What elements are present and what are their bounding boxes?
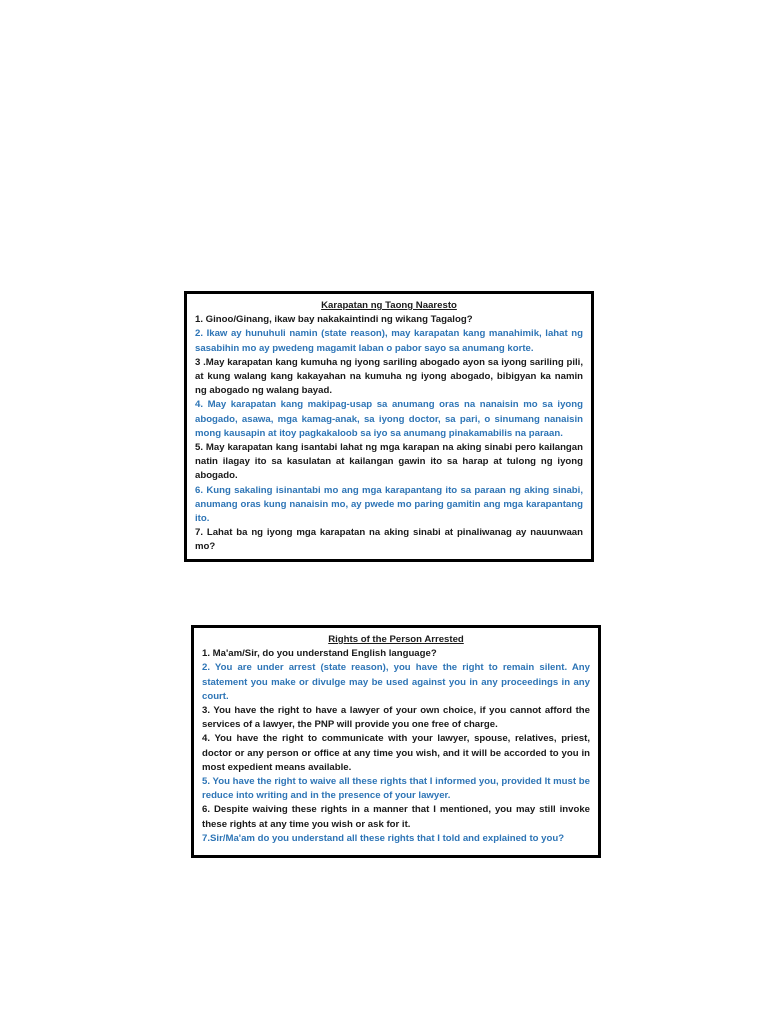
tagalog-item-7: 7. Lahat ba ng iyong mga karapatan na aking sinabi at pinaliwanag ay nauunwaan mo?: [195, 527, 583, 553]
tagalog-item-3: 3 .May karapatan kang kumuha ng iyong sariling abogado ayon sa iyong sariling pili, at kung walang kang kakayahan na kumuha ng iyong abogado, bibigyan ka namin ng abogado ng walang bayad.: [195, 356, 583, 397]
english-item-3: 3. You have the right to have a lawyer of your own choice, if you cannot afford the services of a lawyer, the PNP will provide you one free of charge.: [202, 705, 590, 731]
english-card-title: Rights of the Person Arrested: [328, 634, 464, 645]
english-item-4: 4. You have the right to communicate with your lawyer, spouse, relatives, priest, doctor or any person or office at any time you wish, and it will be accorded to you in most expedient means available.: [202, 733, 590, 773]
tagalog-item-5: 5. May karapatan kang isantabi lahat ng mga karapan na aking sinabi pero kailangan natin ilagay ito sa kasulatan at kailangan gawin ito sa harap at tulong ng iyong abogado.: [195, 442, 583, 482]
tagalog-item-1: 1. Ginoo/Ginang, ikaw bay nakakaintindi ng wikang Tagalog?: [195, 314, 473, 326]
english-item-6: 6. Despite waiving these rights in a manner that I mentioned, you may still invoke these rights at any time you wish or ask for it.: [202, 804, 590, 830]
tagalog-item-4: 4. May karapatan kang makipag-usap sa anumang oras na nanaisin mo sa iyong abogado, asawa, mga kamag-anak, sa iyong doctor, sa pari, o sinumang nanaisin mong kausapin at itoy pagkakaloob sa iyo sa anumang pinakamabilis na paraan.: [195, 399, 583, 439]
english-item-1: 1. Ma'am/Sir, do you understand English language?: [202, 648, 437, 660]
tagalog-item-2: 2. Ikaw ay hunuhuli namin (state reason), may karapatan kang manahimik, lahat ng sasabihin mo ay pwedeng magamit laban o pabor sayo sa anumang korte.: [195, 328, 583, 354]
english-item-5: 5. You have the right to waive all these rights that I informed you, provided It must be reduce into writing and in the presence of your lawyer.: [202, 776, 590, 802]
english-rights-card: [191, 625, 601, 858]
tagalog-item-6: 6. Kung sakaling isinantabi mo ang mga karapantang ito sa paraan ng aking sinabi, anumang oras kung nanaisin mo, ay pwede mo paring gamitin ang mga karapantang ito.: [195, 484, 583, 525]
tagalog-rights-card: [184, 291, 594, 562]
english-item-2: 2. You are under arrest (state reason), you have the right to remain silent. Any statement you make or divulge may be used against you in any proceedings in any court.: [202, 662, 590, 702]
tagalog-card-title: Karapatan ng Taong Naaresto: [321, 300, 457, 311]
english-item-7: 7.Sir/Ma'am do you understand all these rights that I told and explained to you?: [202, 832, 565, 844]
